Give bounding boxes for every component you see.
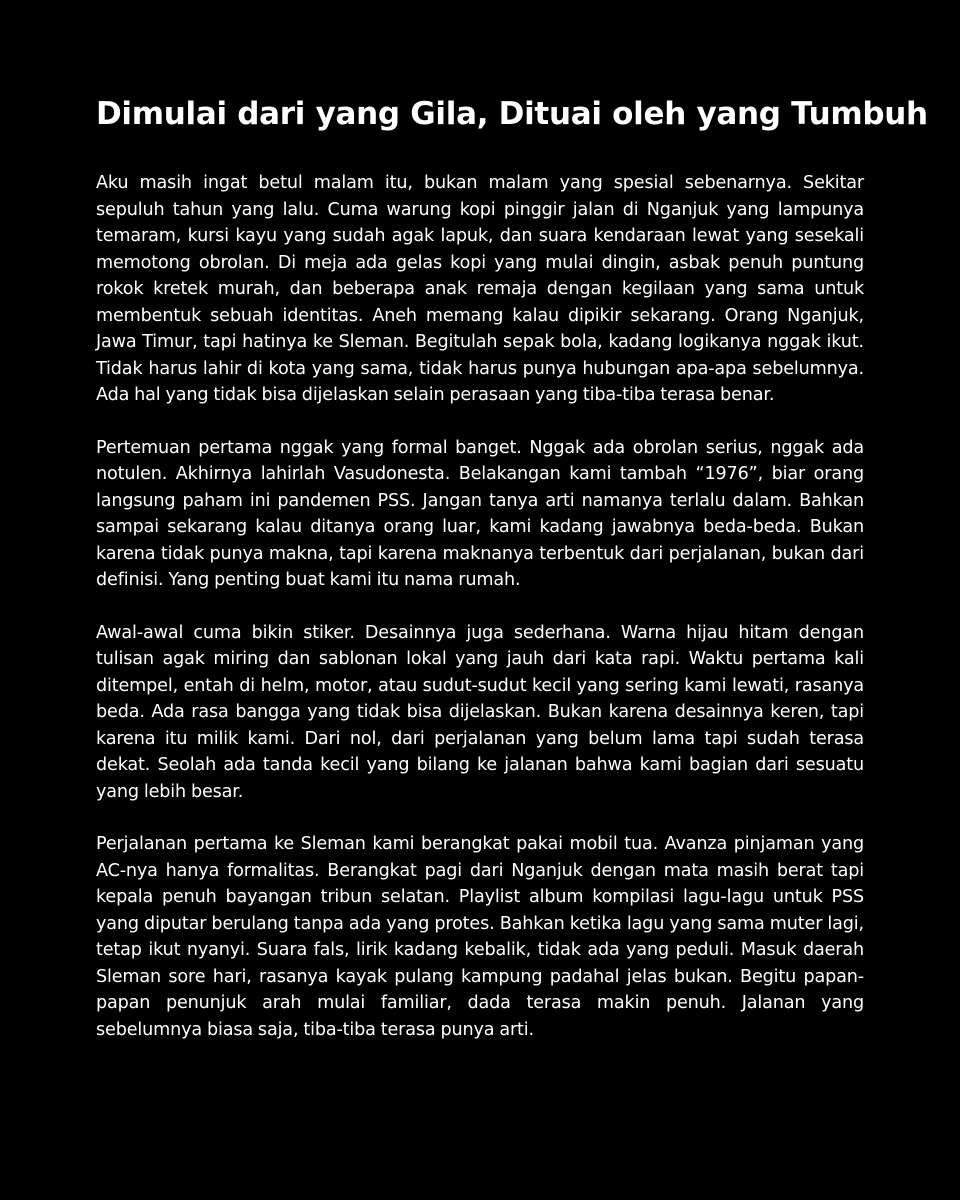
article-body bbox=[96, 170, 864, 1043]
paragraph-3: Awal-awal cuma bikin stiker. Desainnya juga sederhana. Warna hijau hitam dengan tulisan agak miring dan sablonan lokal yang jauh dari kata rapi. Waktu pertama kali ditempel, entah di helm, motor, atau sudut-sudut kecil yang sering kami lewati, rasanya beda. Ada rasa bangga yang tidak bisa dijelaskan. Bukan karena desainnya keren, tapi karena itu milik kami. Dari nol, dari perjalanan yang belum lama tapi sudah terasa dekat. Seolah ada tanda kecil yang bilang ke jalanan bahwa kami bagian dari sesuatu yang lebih besar. bbox=[96, 622, 864, 802]
paragraph-1: Aku masih ingat betul malam itu, bukan malam yang spesial sebenarnya. Sekitar sepuluh tahun yang lalu. Cuma warung kopi pinggir jalan di Nganjuk yang lampunya temaram, kursi kayu yang sudah agak lapuk, dan suara kendaraan lewat yang sesekali memotong obrolan. Di meja ada gelas kopi yang mulai dingin, asbak penuh puntung rokok kretek murah, dan beberapa anak remaja dengan kegilaan yang sama untuk membentuk sebuah identitas. Aneh memang kalau dipikir sekarang. Orang Nganjuk, Jawa Timur, tapi hatinya ke Sleman. Begitulah sepak bola, kadang logikanya nggak ikut. Tidak harus lahir di kota yang sama, tidak harus punya hubungan apa-apa sebelumnya. Ada hal yang tidak bisa dijelaskan selain perasaan yang tiba-tiba terasa benar. bbox=[96, 173, 864, 405]
article-title: Dimulai dari yang Gila, Dituai oleh yang Tumbuh bbox=[96, 96, 928, 132]
paragraph-2: Pertemuan pertama nggak yang formal banget. Nggak ada obrolan serius, nggak ada notulen. Akhirnya lahirlah Vasudonesta. Belakangan kami tambah “1976”, biar orang langsung paham ini pandemen PSS. Jangan tanya arti namanya terlalu dalam. Bahkan sampai sekarang kalau ditanya orang luar, kami kadang jawabnya beda-beda. Bukan karena tidak punya makna, tapi karena maknanya terbentuk dari perjalanan, bukan dari definisi. Yang penting buat kami itu nama rumah. bbox=[96, 437, 864, 590]
paragraph-4: Perjalanan pertama ke Sleman kami berangkat pakai mobil tua. Avanza pinjaman yang AC-nya hanya formalitas. Berangkat pagi dari Nganjuk dengan mata masih berat tapi kepala penuh bayangan tribun selatan. Playlist album kompilasi lagu-lagu untuk PSS yang diputar berulang tanpa ada yang protes. Bahkan ketika lagu yang sama muter lagi, tetap ikut nyanyi. Suara fals, lirik kadang kebalik, tidak ada yang peduli. Masuk daerah Sleman sore hari, rasanya kayak pulang kampung padahal jelas bukan. Begitu papan-papan penunjuk arah mulai familiar, dada terasa makin penuh. Jalanan yang sebelumnya biasa saja, tiba-tiba terasa punya arti. bbox=[96, 834, 864, 1040]
article bbox=[96, 92, 928, 1069]
